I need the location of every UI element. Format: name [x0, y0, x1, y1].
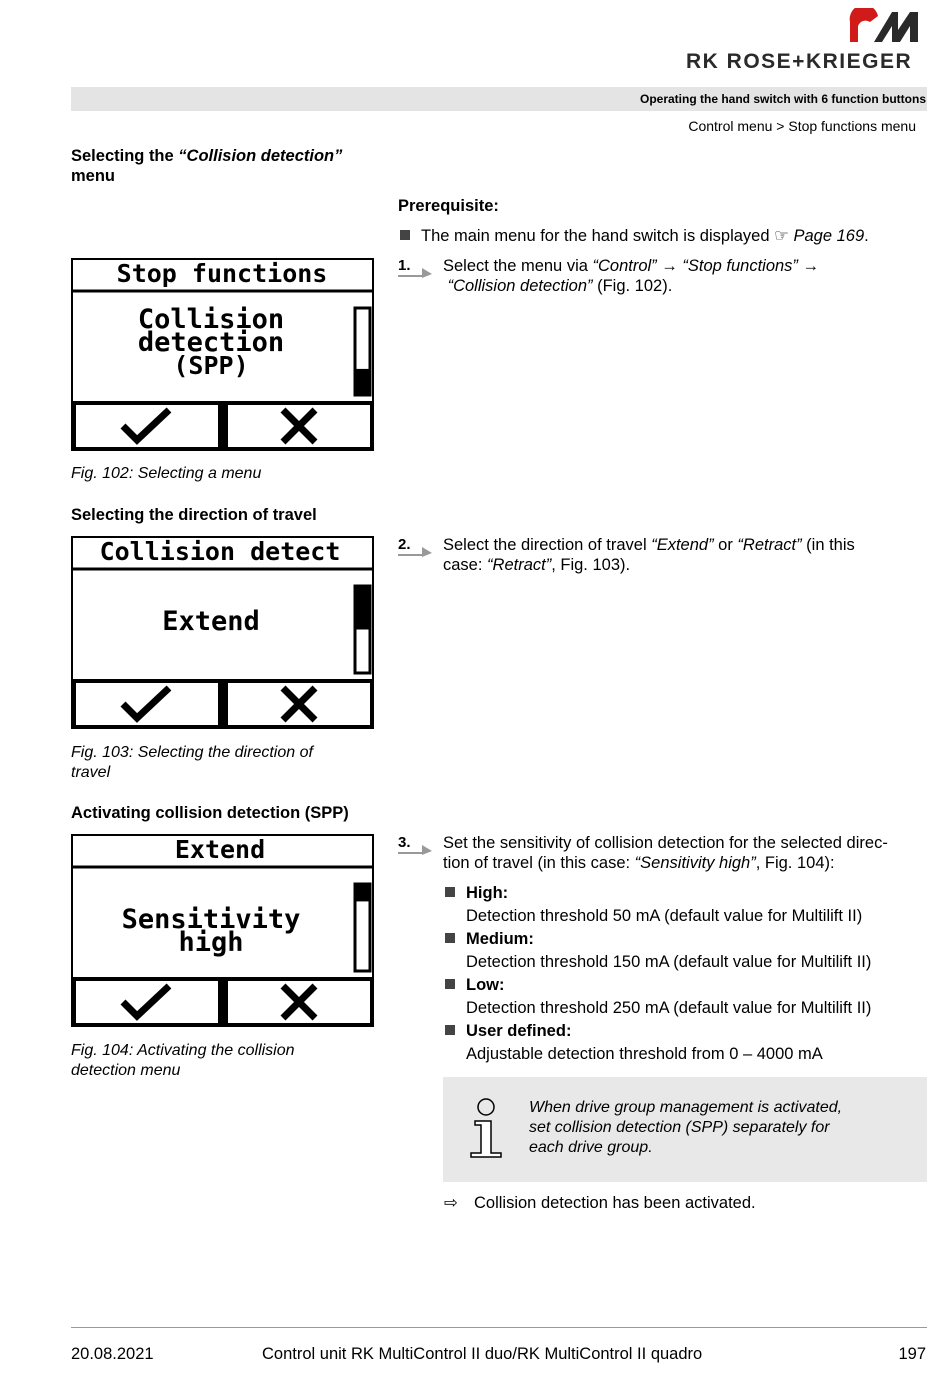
step-number: 3. — [398, 834, 411, 851]
lcd-screen-fig103 — [71, 536, 374, 729]
step-2-text: Select the direction of travel “Extend” or “Retract” (in this case: “Retract”, Fig. 103). — [443, 536, 855, 574]
hand-pointer-icon: ☞ — [774, 227, 789, 245]
result-arrow-icon: ⇨ — [444, 1194, 458, 1212]
lcd-screen-fig102 — [71, 258, 374, 451]
bullet-square — [445, 979, 455, 989]
option-detail: Adjustable detection threshold from 0 – 4000 mA — [466, 1045, 823, 1063]
step-3-text: Set the sensitivity of collision detection for the selected direc- tion of travel (in this case: “Sensitivity high”, Fig. 104): — [443, 834, 888, 872]
option-detail: Detection threshold 50 mA (default value for Multilift II) — [466, 907, 863, 925]
chapter-title: Operating the hand switch with 6 function buttons — [640, 92, 926, 106]
scrollbar-thumb — [356, 369, 369, 395]
scrollbar-thumb — [356, 586, 369, 630]
page-link[interactable]: Page 169 — [793, 227, 865, 245]
step-number: 2. — [398, 536, 411, 553]
breadcrumb: Control menu > Stop functions menu — [688, 118, 916, 134]
page-number: 197 — [898, 1345, 926, 1363]
scrollbar-thumb — [356, 884, 369, 901]
option-detail: Detection threshold 250 mA (default value for Multilift II) — [466, 999, 872, 1017]
step-1-text: Select the menu via “Control” → “Stop functions” → “Collision detection” (Fig. 102). — [443, 257, 820, 295]
result-text: Collision detection has been activated. — [474, 1194, 756, 1212]
step-number: 1. — [398, 257, 411, 274]
brand-name: RK ROSE+KRIEGER — [686, 50, 913, 73]
lcd-line: high — [178, 927, 244, 958]
bullet-square — [445, 887, 455, 897]
section-title-activating: Activating collision detection (SPP) — [71, 804, 349, 822]
option-detail: Detection threshold 150 mA (default value for Multilift II) — [466, 953, 872, 971]
info-text: When drive group management is activated, set collision detection (SPP) separately for each drive group. — [529, 1099, 843, 1156]
lcd-screen-fig104 — [71, 834, 374, 1027]
step-arrow-icon — [398, 841, 434, 855]
figure-caption: Fig. 103: Selecting the direction of travel — [71, 744, 313, 781]
info-icon — [469, 1097, 503, 1159]
option-label: Medium: — [466, 930, 534, 948]
bullet-square — [400, 230, 410, 240]
section-title-direction: Selecting the direction of travel — [71, 506, 317, 524]
footer-date: 20.08.2021 — [71, 1345, 154, 1363]
option-label: User defined: — [466, 1022, 572, 1040]
footer-divider — [71, 1327, 927, 1328]
lcd-title: Extend — [174, 835, 266, 864]
lcd-title: Collision detect — [99, 537, 341, 566]
lcd-line: detection — [137, 327, 285, 358]
lcd-line: Extend — [162, 606, 260, 637]
lcd-line: Sensitivity — [121, 904, 301, 935]
section-title-collision-menu: Selecting the “Collision detection” menu — [71, 147, 343, 185]
lcd-line: (SPP) — [173, 351, 249, 380]
lcd-line: Collision — [137, 304, 285, 335]
prerequisite-text: The main menu for the hand switch is displayed ☞ Page 169. — [421, 227, 869, 245]
option-label: Low: — [466, 976, 505, 994]
bullet-square — [445, 1025, 455, 1035]
option-label: High: — [466, 884, 509, 902]
bullet-square — [445, 933, 455, 943]
footer-product: Control unit RK MultiControl II duo/RK MultiControl II quadro — [262, 1345, 703, 1363]
step-arrow-icon — [398, 264, 434, 278]
prerequisite-label: Prerequisite: — [398, 197, 499, 215]
rk-logo-icon — [848, 8, 928, 44]
step-arrow-icon — [398, 543, 434, 557]
figure-caption: Fig. 102: Selecting a menu — [71, 465, 262, 482]
figure-caption: Fig. 104: Activating the collision detection menu — [71, 1042, 295, 1079]
lcd-title: Stop functions — [116, 259, 328, 288]
